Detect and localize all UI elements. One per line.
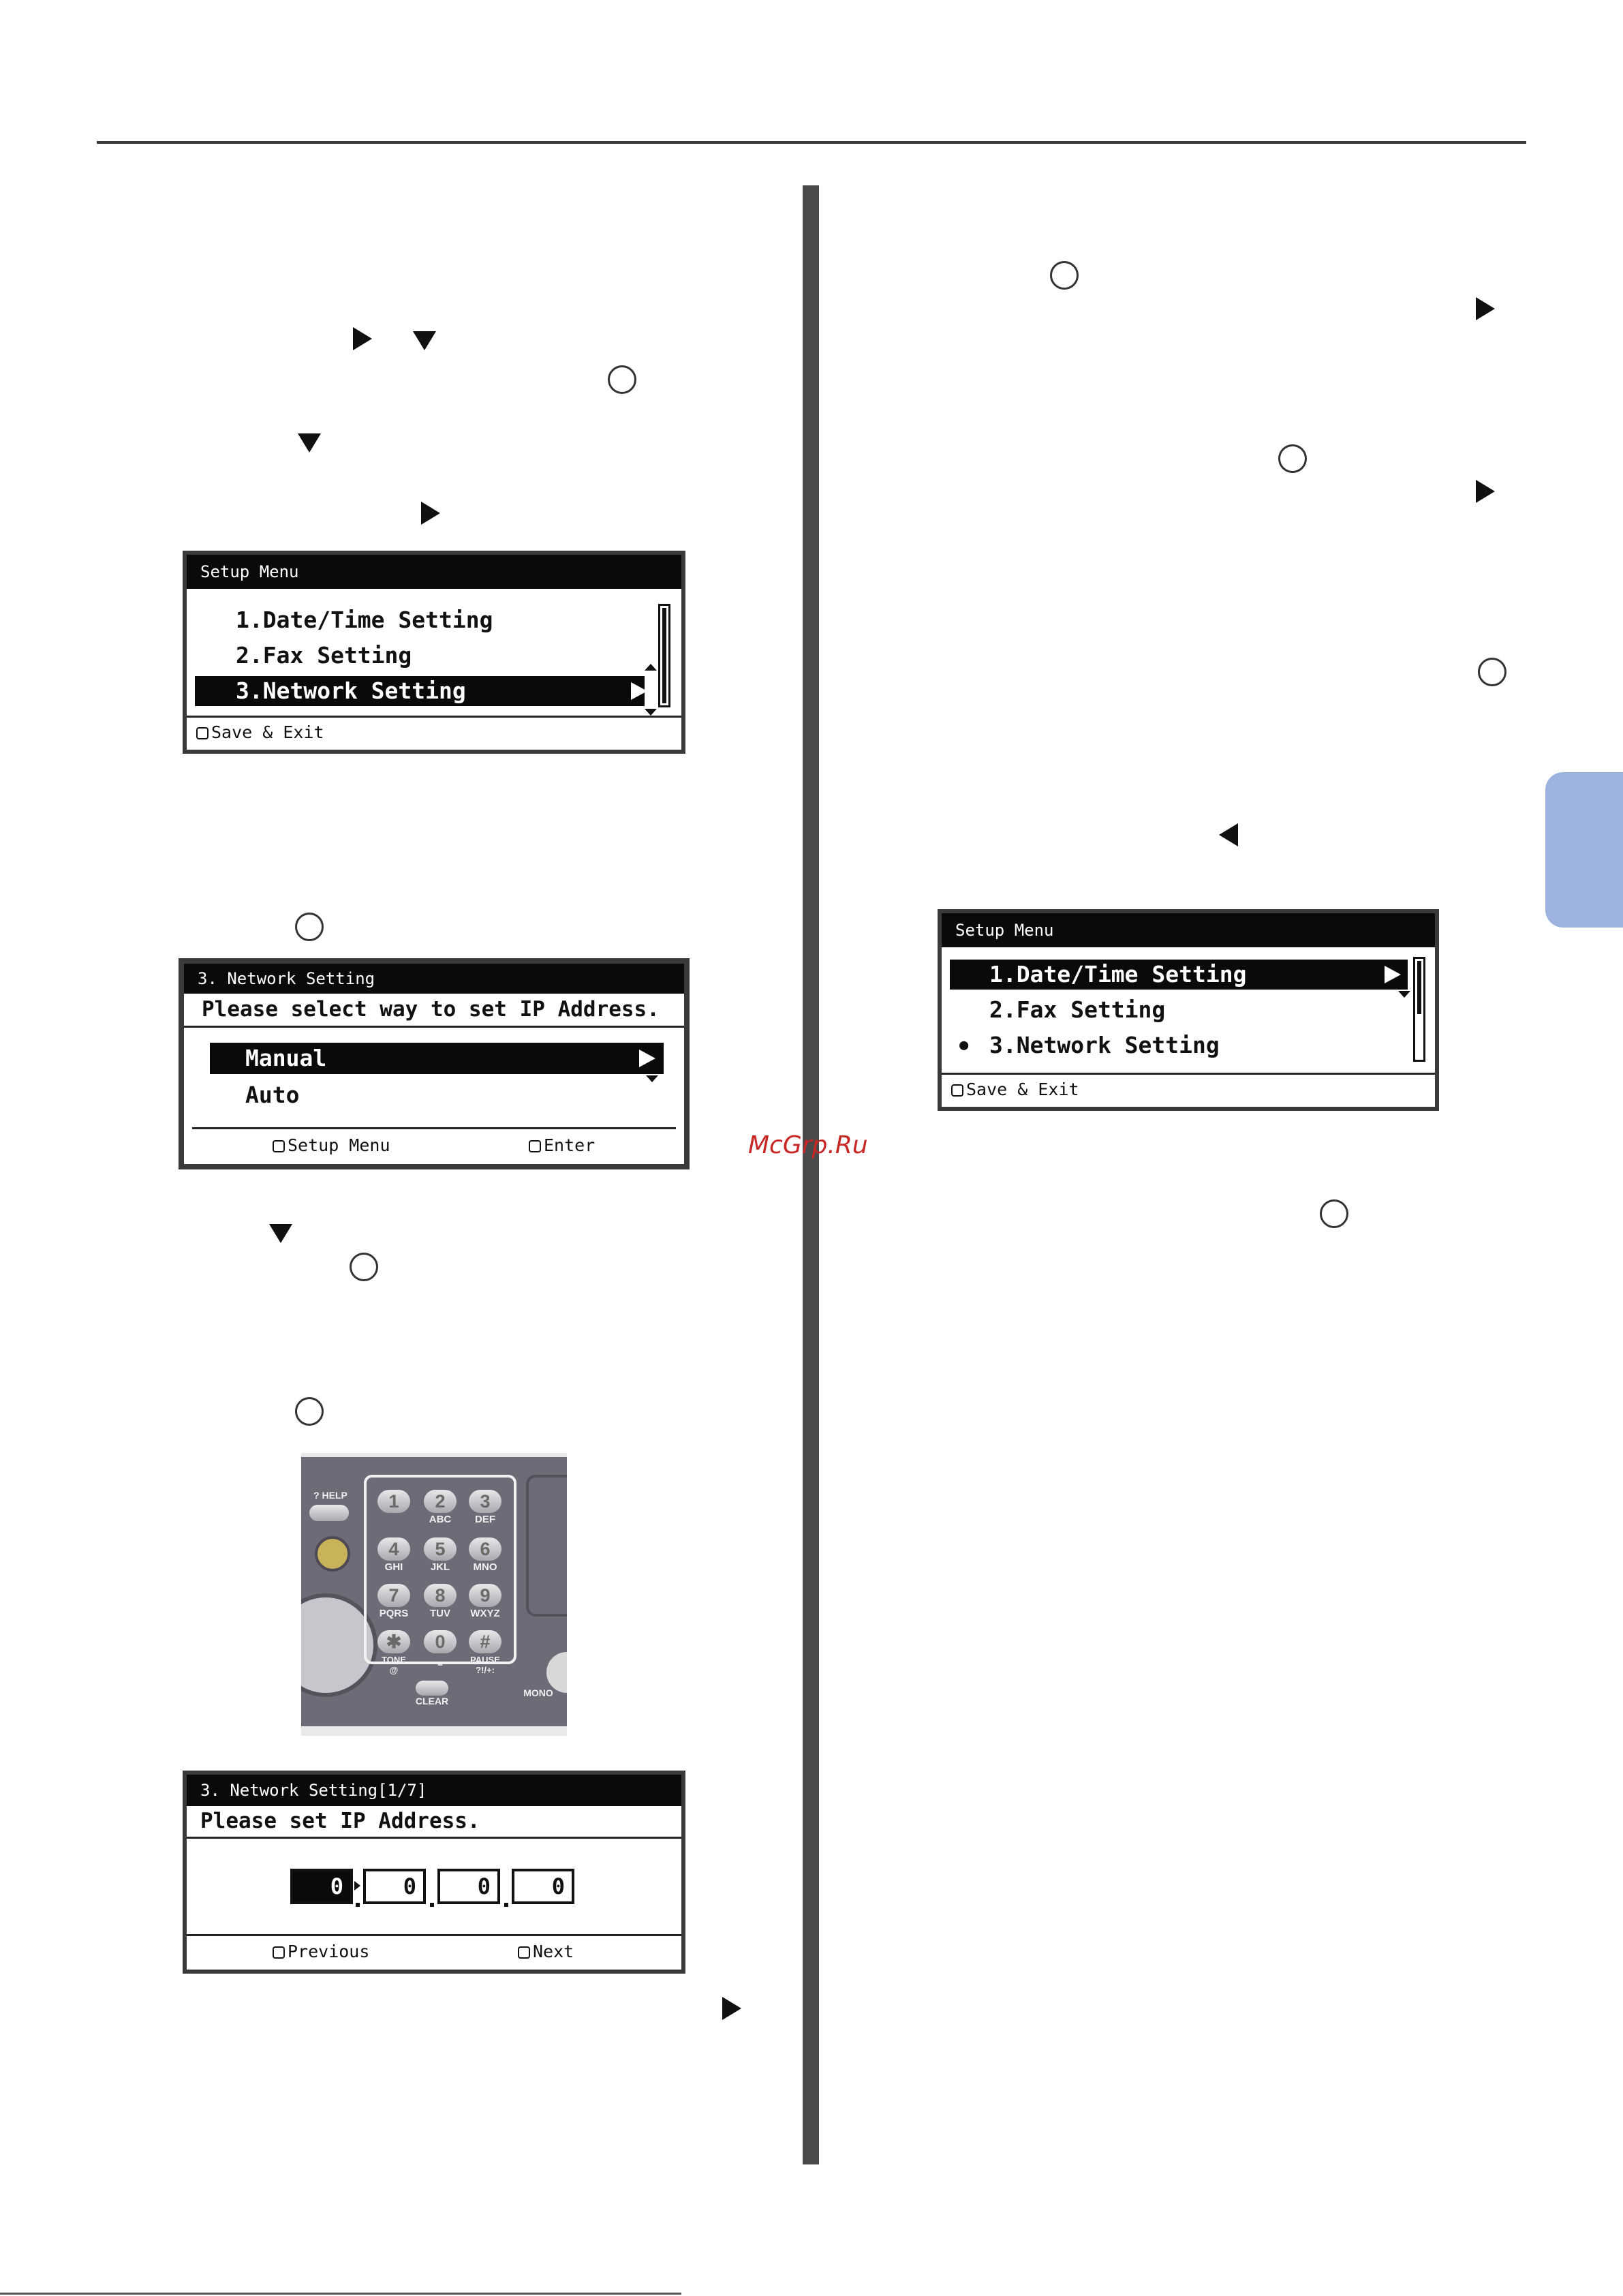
footer-enter [529,1129,595,1162]
menu-item-fax[interactable]: 2.Fax Setting [989,996,1166,1023]
current-setting-bullet: ● [959,1037,969,1054]
menu-item-network[interactable]: 3.Network Setting [989,1032,1220,1058]
keypad-key-9[interactable]: 9 [469,1584,501,1607]
selection-arrow-icon [1385,966,1401,983]
ip-dot [504,1903,508,1907]
lcd-network-method [179,958,690,1169]
menu-item-label: 1.Date/Time Setting [989,961,1247,988]
lcd-prompt: Please set IP Address. [187,1806,681,1839]
clear-label: CLEAR [415,1696,449,1706]
footer-back-label: Setup Menu [288,1135,390,1155]
scrollbar[interactable] [658,604,670,707]
selection-arrow-icon [631,682,647,700]
back-key-icon [273,1946,285,1959]
ok-button-icon [1478,658,1506,686]
ip-dot [356,1903,360,1907]
menu-item-label: 3.Network Setting [236,677,466,704]
scrollbar[interactable] [1413,957,1425,1062]
scroll-down-icon [645,709,657,716]
lcd-footer [192,1127,676,1164]
column-divider [803,185,819,2164]
keypad-key-letters: WXYZ [470,1608,500,1619]
lcd-footer [942,1073,1435,1107]
keypad-key-3[interactable]: 3 [469,1490,501,1513]
footer-next [518,1936,574,1968]
keypad-key-12[interactable]: # [469,1630,501,1653]
keypad-photo [301,1453,567,1736]
lcd-title: Setup Menu [187,555,681,589]
option-label: Manual [245,1045,327,1071]
lcd-footer [187,1934,681,1970]
ip-dot [430,1903,434,1907]
right-arrow-icon [1476,297,1495,320]
right-arrow-icon [722,1997,741,2020]
back-key-icon [273,1140,285,1152]
selection-arrow-icon [639,1050,655,1067]
right-arrow-icon [1476,480,1495,503]
clear-key[interactable] [416,1681,448,1696]
ok-button-icon [350,1253,378,1281]
keypad-key-5[interactable]: 5 [424,1537,457,1561]
ok-button-icon [1320,1199,1348,1228]
footer-back [273,1129,390,1162]
lcd-title: Setup Menu [942,913,1435,947]
keypad-key-letters: DEF [475,1514,495,1525]
watermark-text: McGrp.Ru [748,1131,868,1159]
ip-octet-1-active[interactable]: 0 [290,1869,353,1904]
menu-item-network-selected[interactable] [195,676,645,706]
top-rule [97,141,1526,144]
footer-save-exit: Save & Exit [966,1080,1079,1099]
keypad-key-letters: PQRS [379,1608,409,1619]
keypad-key-letters: PAUSE ?!/+: [470,1655,500,1675]
back-key-icon [196,727,208,739]
ip-octet-3[interactable]: 0 [437,1869,500,1904]
ip-octet-2[interactable]: 0 [363,1869,426,1904]
ok-button-icon [295,1397,324,1426]
menu-item-date-time-selected[interactable] [950,960,1408,990]
lcd-title: 3. Network Setting[1/7] [187,1775,681,1806]
keypad-key-letters: TUV [430,1608,450,1619]
side-panel [526,1475,567,1617]
keypad-key-6[interactable]: 6 [469,1537,501,1561]
keypad-key-1[interactable]: 1 [377,1490,410,1513]
scroll-down-icon [646,1075,658,1082]
down-arrow-icon [269,1224,292,1243]
left-arrow-icon [1219,823,1238,846]
lcd-setup-menu [183,551,685,754]
footer-enter-label: Enter [544,1135,596,1155]
scroll-up-icon [645,664,657,671]
keypad-key-10[interactable]: ✱ [377,1630,410,1653]
keypad-key-7[interactable]: 7 [377,1584,410,1607]
help-key[interactable] [309,1505,349,1521]
back-key-icon [951,1084,963,1097]
lcd-ip-address [183,1771,685,1974]
color-key-edge [546,1652,567,1693]
ok-button-icon [608,365,636,394]
footer-previous [273,1936,369,1968]
keypad-key-letters: GHI [384,1561,403,1573]
lcd-title: 3. Network Setting [184,964,684,994]
keypad-key-letters: MNO [473,1561,497,1573]
lcd-footer [187,716,681,750]
keypad-key-letters: ⎵ [437,1654,442,1666]
right-arrow-icon [353,327,372,350]
keypad-key-2[interactable]: 2 [424,1490,457,1513]
cursor-arrow-icon [354,1881,360,1891]
option-manual-selected[interactable] [210,1043,664,1074]
lcd-prompt: Please select way to set IP Address. [184,994,684,1028]
ok-button-icon [1278,444,1307,473]
keypad-key-letters: JKL [430,1561,450,1573]
keypad-key-8[interactable]: 8 [424,1584,457,1607]
right-arrow-icon [421,502,440,525]
scrollbar-thumb[interactable] [1417,961,1421,1014]
keypad-key-4[interactable]: 4 [377,1537,410,1561]
ip-octet-4[interactable]: 0 [512,1869,574,1904]
ok-button-icon [295,913,324,941]
down-arrow-icon [413,331,436,350]
chapter-tab [1545,772,1623,928]
scrollbar-thumb[interactable] [662,608,666,703]
scroll-down-icon [1398,991,1410,998]
bottom-rule [0,2293,681,2295]
option-auto[interactable]: Auto [245,1082,300,1108]
menu-item-date-time[interactable]: 1.Date/Time Setting [236,607,493,633]
ok-key-icon [529,1140,541,1152]
help-label: ? HELP [313,1490,347,1501]
keypad-key-letters: TONE @ [382,1655,406,1675]
status-lamp [315,1536,350,1572]
keypad-key-letters: ABC [429,1514,452,1525]
ok-button-icon [1050,261,1079,290]
menu-item-fax[interactable]: 2.Fax Setting [236,642,412,669]
footer-next-label: Next [533,1942,574,1961]
footer-save-exit: Save & Exit [211,722,324,742]
mono-label: MONO [523,1687,553,1698]
ok-key-icon [518,1946,530,1959]
keypad-key-11[interactable]: 0 [424,1630,457,1653]
lcd-setup-menu-return [938,909,1439,1111]
down-arrow-icon [298,433,321,453]
footer-previous-label: Previous [288,1942,370,1961]
